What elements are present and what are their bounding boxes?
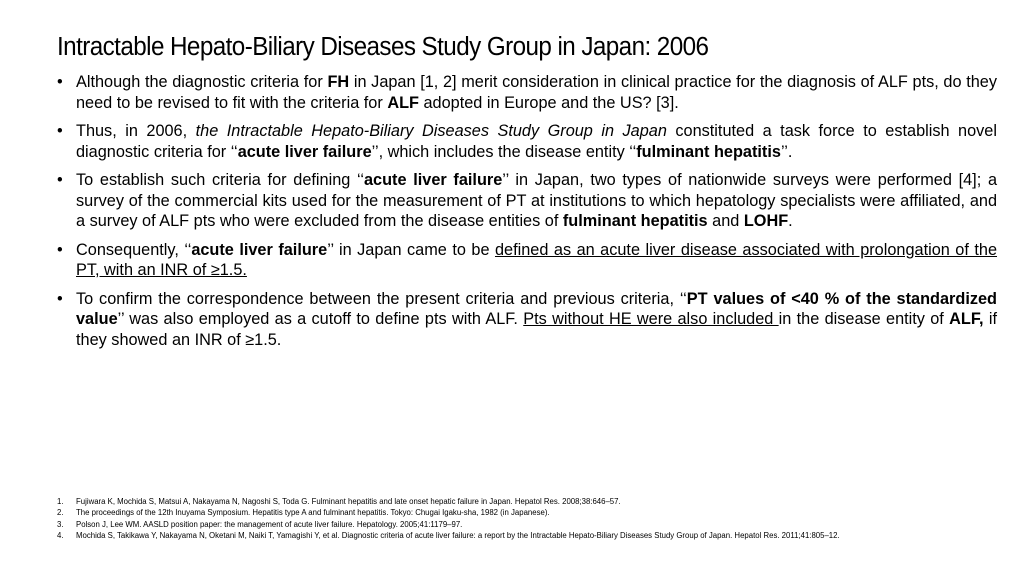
bullet-text-segment: Consequently, ‘‘ bbox=[76, 240, 192, 259]
bullet-text-segment: fulminant hepatitis bbox=[636, 142, 781, 161]
bullet-text-segment: ’’, which includes the disease entity ‘‘ bbox=[371, 142, 637, 161]
bullet-text-segment: ’’ in Japan, two types of nationwide surveys were performed [4]; a survey of the commercial kits used for the measurement of PT at institutions to which hepatology specialists were affiliated, and a survey of ALF pts who were excluded from the disease entities of bbox=[76, 171, 998, 230]
reference-item bbox=[57, 530, 1017, 541]
bullet-text-segment: PT values of <40 % of the standardized value bbox=[76, 289, 997, 328]
bullet-text-segment: To confirm the correspondence between the present criteria and previous criteria, ‘‘ bbox=[76, 289, 687, 308]
bullet-text-segment: Thus, in 2006, bbox=[76, 122, 196, 140]
bullet-text-segment: acute liver failure bbox=[363, 171, 503, 189]
bullet-text-segment: Although the diagnostic criteria for bbox=[76, 73, 328, 91]
reference-text: The proceedings of the 12th Inuyama Symposium. Hepatitis type A and fulminant hepatitis. Tokyo: Chugai Igaku-sha, 1982 (in Japanese). bbox=[76, 508, 550, 518]
bullet-item bbox=[57, 72, 997, 113]
reference-number: 2. bbox=[57, 508, 64, 518]
bullet-text-segment: ’’ in Japan came to be bbox=[327, 240, 495, 259]
bullet-text-segment: . bbox=[788, 212, 793, 230]
bullet-icon: • bbox=[57, 171, 63, 189]
bullet-text-segment: FH bbox=[327, 73, 350, 91]
reference-text: Fujiwara K, Mochida S, Matsui A, Nakayama N, Nagoshi S, Toda G. Fulminant hepatitis and late onset hepatic failure in Japan. Hepatol Res. 2008;38:646–57. bbox=[76, 497, 621, 506]
bullet-text-segment: if they showed an INR of ≥1.5. bbox=[76, 310, 997, 349]
reference-text: Polson J, Lee WM. AASLD position paper: the management of acute liver failure. Hepatology. 2005;41:1179–97. bbox=[76, 519, 463, 529]
bullet-text-segment: and bbox=[707, 212, 744, 230]
bullet-text-segment: acute liver failure bbox=[237, 142, 372, 161]
bullet-item bbox=[57, 121, 997, 162]
bullet-text-segment: To establish such criteria for defining ‘‘ bbox=[76, 171, 364, 189]
bullet-text-segment: acute liver failure bbox=[191, 240, 328, 259]
slide-title: Intractable Hepato-Biliary Diseases Study Group in Japan: 2006 bbox=[57, 33, 709, 61]
bullet-list bbox=[57, 72, 997, 358]
bullet-item bbox=[57, 170, 997, 232]
bullet-item bbox=[57, 240, 997, 281]
bullet-icon: • bbox=[57, 289, 63, 308]
bullet-text-segment: ’’ was also employed as a cutoff to define pts with ALF. bbox=[117, 310, 524, 328]
bullet-text-segment: constituted a task force to establish novel diagnostic criteria for ‘‘ bbox=[76, 122, 997, 161]
reference-item bbox=[57, 507, 1017, 518]
bullet-icon: • bbox=[57, 73, 63, 91]
bullet-item bbox=[57, 289, 997, 351]
bullet-text-segment: fulminant hepatitis bbox=[562, 212, 708, 230]
bullet-text-segment: ’’. bbox=[780, 142, 793, 161]
reference-text: Mochida S, Takikawa Y, Nakayama N, Oketani M, Naiki T, Yamagishi Y, et al. Diagnostic criteria of acute liver failure: a report by the Intractable Hepato-Biliary Diseases Study Group of Japan. Hepatol Res. 2011;41:805–12. bbox=[76, 530, 840, 540]
bullet-icon: • bbox=[57, 122, 63, 140]
reference-item bbox=[57, 519, 1017, 530]
reference-number: 1. bbox=[57, 497, 64, 506]
bullet-text-segment: Pts without HE were also included bbox=[523, 310, 779, 328]
reference-number: 4. bbox=[57, 530, 64, 540]
bullet-text-segment: ALF bbox=[387, 93, 419, 112]
bullet-text-segment: the Intractable Hepato-Biliary Diseases Study Group in Japan bbox=[195, 122, 667, 140]
bullet-text-segment: LOHF bbox=[743, 212, 789, 230]
reference-list bbox=[57, 496, 1017, 541]
reference-number: 3. bbox=[57, 519, 64, 529]
bullet-text-segment: defined as an acute liver disease associated with prolongation of the PT, with an INR of ≥1.5. bbox=[76, 240, 998, 279]
bullet-text-segment: adopted in Europe and the US? [3]. bbox=[418, 93, 679, 112]
bullet-icon: • bbox=[57, 240, 63, 259]
reference-item bbox=[57, 496, 1017, 507]
bullet-text-segment: ALF, bbox=[949, 310, 984, 328]
bullet-text-segment: in the disease entity of bbox=[778, 310, 950, 328]
bullet-text-segment: in Japan [1, 2] merit consideration in clinical practice for the diagnosis of ALF pts, do they need to be revised to fit with the criteria for bbox=[76, 73, 997, 112]
